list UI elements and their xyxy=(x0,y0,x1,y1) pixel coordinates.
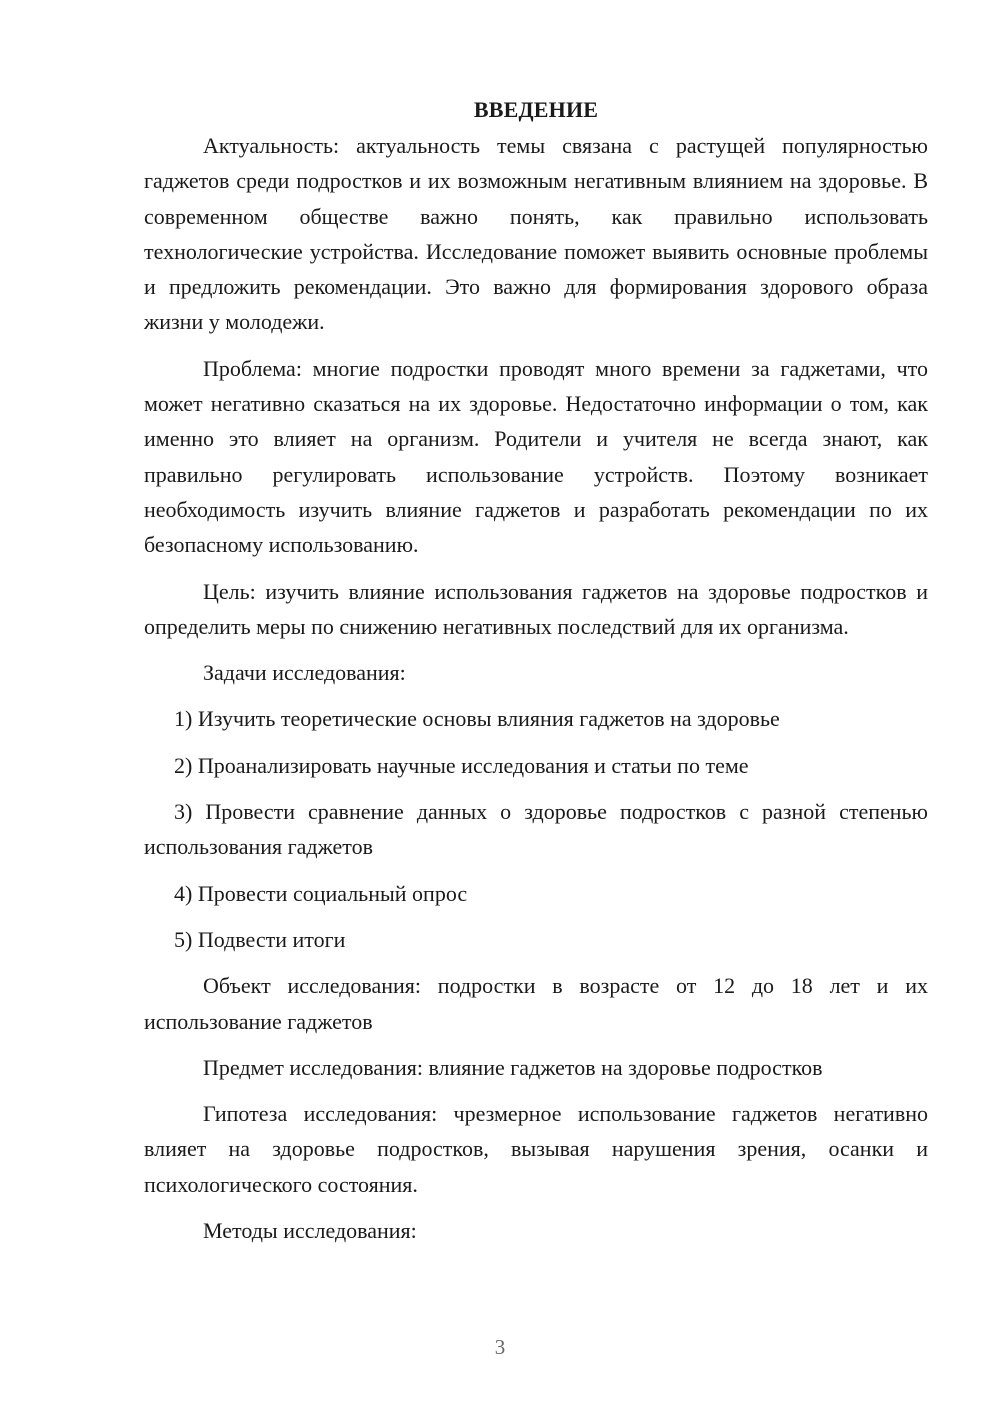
methods-title: Методы исследования: xyxy=(203,1218,417,1244)
relevance-paragraph: Актуальность: актуальность темы связана с растущей популярностью гаджетов среди подростков и их возможным негативным влиянием на здоровье. В современном обществе важно понять, как правильно использовать технологические устройства. Исследование поможет выявить основные проблемы и предложить рекомендации. Это важно для формирования здорового образа жизни у молодежи. xyxy=(144,133,928,335)
object-paragraph: Объект исследования: подростки в возрасте от 12 до 18 лет и их использование гаджетов xyxy=(144,973,928,1034)
task-item: 5) Подвести итоги xyxy=(174,926,346,952)
subject-paragraph: Предмет исследования: влияние гаджетов на здоровье подростков xyxy=(203,1054,823,1080)
problem-paragraph: Проблема: многие подростки проводят много времени за гаджетами, что может негативно сказаться на их здоровье. Недостаточно информации о том, как именно это влияет на организм. Родители и учителя не всегда знают, как правильно регулировать использование устройств. Поэтому возникает необходимость изучить влияние гаджетов и разработать рекомендации по их безопасному использованию. xyxy=(144,355,928,558)
task-item: 3) Провести сравнение данных о здоровье подростков с разной степенью использования гаджетов xyxy=(144,799,928,860)
section-heading: ВВЕДЕНИЕ xyxy=(473,97,599,122)
task-item: 1) Изучить теоретические основы влияния гаджетов на здоровье xyxy=(174,706,780,732)
task-item: 4) Провести социальный опрос xyxy=(174,880,468,906)
tasks-title: Задачи исследования: xyxy=(203,660,406,686)
hypothesis-paragraph: Гипотеза исследования: чрезмерное использование гаджетов негативно влияет на здоровье подростков, вызывая нарушения зрения, осанки и психологического состояния. xyxy=(144,1101,928,1197)
page-number: 3 xyxy=(494,1335,506,1359)
task-item: 2) Проанализировать научные исследования и статьи по теме xyxy=(174,752,749,778)
goal-paragraph: Цель: изучить влияние использования гаджетов на здоровье подростков и определить меры по снижению негативных последствий для их организма. xyxy=(144,578,928,639)
page-content xyxy=(144,92,928,1259)
